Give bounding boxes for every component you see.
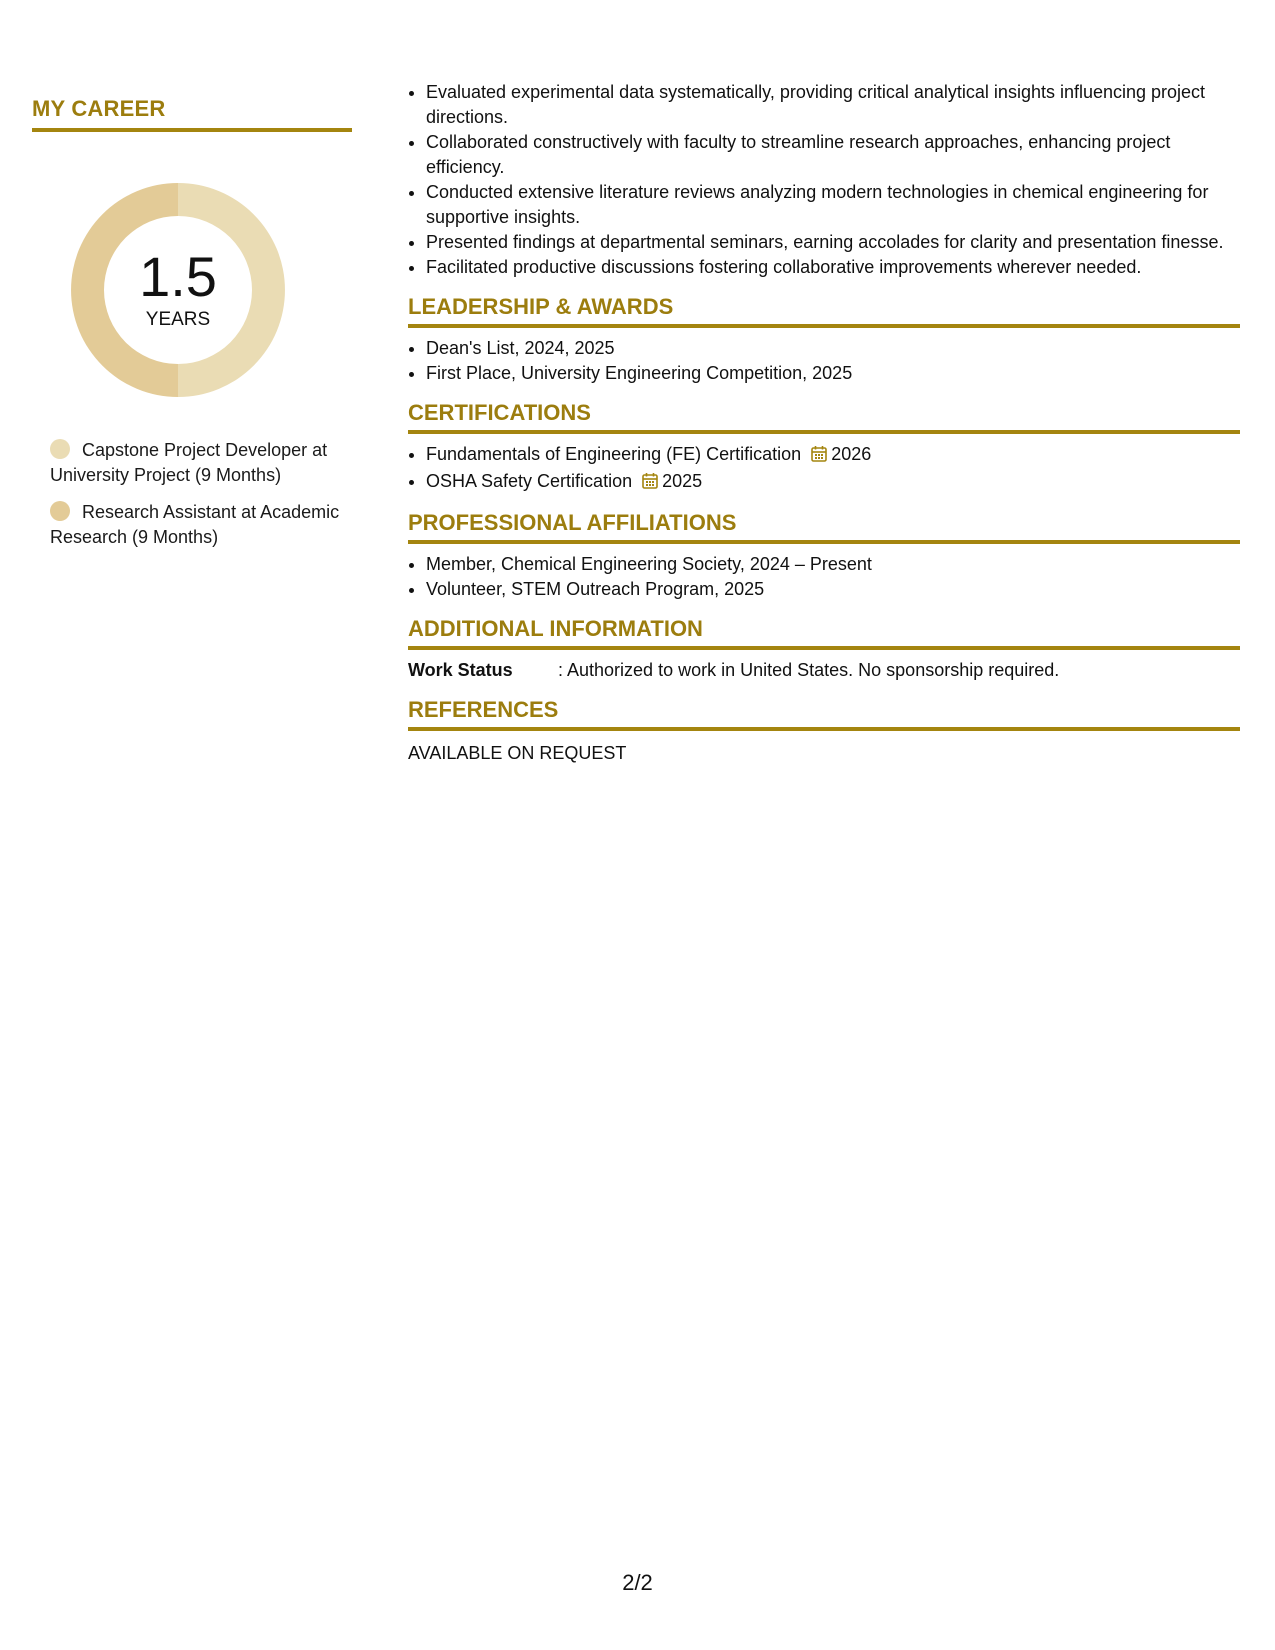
leadership-list <box>408 336 1240 386</box>
legend-dot <box>50 501 70 521</box>
references-section <box>408 697 1240 766</box>
affiliations-list <box>408 552 1240 602</box>
certifications-list <box>408 442 1240 496</box>
certification-name: Fundamentals of Engineering (FE) Certification <box>426 444 802 464</box>
affiliations-section <box>408 510 1240 602</box>
calendar-icon <box>811 444 827 469</box>
legend-text: Research Assistant at Academic Research (9 Months) <box>50 502 340 547</box>
affiliations-heading: PROFESSIONAL AFFILIATIONS <box>408 510 1240 544</box>
donut-center <box>66 178 290 402</box>
main-column <box>408 80 1240 766</box>
calendar-icon <box>642 471 658 496</box>
career-total-unit: YEARS <box>145 309 211 330</box>
experience-bullet: • Conducted extensive literature reviews analyzing modern technologies in chemical engineering for supportive insights. <box>426 180 1240 230</box>
experience-bullet-list <box>408 80 1240 280</box>
legend-dot <box>50 439 70 459</box>
experience-bullet: • Facilitated productive discussions fostering collaborative improvements wherever needed. <box>426 255 1240 280</box>
certification-item <box>426 442 1240 469</box>
legend-text: Capstone Project Developer at University Project (9 Months) <box>50 440 328 485</box>
career-total-value: 1.5 <box>139 245 217 308</box>
work-status-row <box>408 658 1240 683</box>
work-status-label: Work Status <box>408 660 513 680</box>
leadership-section <box>408 294 1240 386</box>
certification-name: OSHA Safety Certification <box>426 471 633 491</box>
experience-bullet: • Presented findings at departmental seminars, earning accolades for clarity and presentation finesse. <box>426 230 1240 255</box>
additional-info-heading: ADDITIONAL INFORMATION <box>408 616 1240 650</box>
certifications-heading: CERTIFICATIONS <box>408 400 1240 434</box>
certification-year: 2025 <box>662 471 703 491</box>
affiliation-item: • Volunteer, STEM Outreach Program, 2025 <box>426 577 1240 602</box>
references-text: AVAILABLE ON REQUEST <box>408 743 627 763</box>
career-heading: MY CAREER <box>32 96 352 132</box>
leadership-item: • First Place, University Engineering Competition, 2025 <box>426 361 1240 386</box>
certification-item <box>426 469 1240 496</box>
leadership-item: • Dean's List, 2024, 2025 <box>426 336 1240 361</box>
career-legend <box>50 438 350 562</box>
experience-bullet: • Evaluated experimental data systematically, providing critical analytical insights influencing project directions. <box>426 80 1240 130</box>
career-column <box>32 96 352 547</box>
additional-info-section <box>408 616 1240 683</box>
leadership-heading: LEADERSHIP & AWARDS <box>408 294 1240 328</box>
legend-item <box>50 438 350 488</box>
legend-item <box>50 500 350 550</box>
career-donut-chart <box>66 178 290 402</box>
page-number: 2/2 <box>622 1570 653 1595</box>
experience-bullet: • Collaborated constructively with faculty to streamline research approaches, enhancing project efficiency. <box>426 130 1240 180</box>
affiliation-item: • Member, Chemical Engineering Society, 2024 – Present <box>426 552 1240 577</box>
certifications-section <box>408 400 1240 496</box>
work-status-value: : Authorized to work in United States. No sponsorship required. <box>558 660 1060 680</box>
certification-year: 2026 <box>831 444 872 464</box>
references-heading: REFERENCES <box>408 697 1240 731</box>
